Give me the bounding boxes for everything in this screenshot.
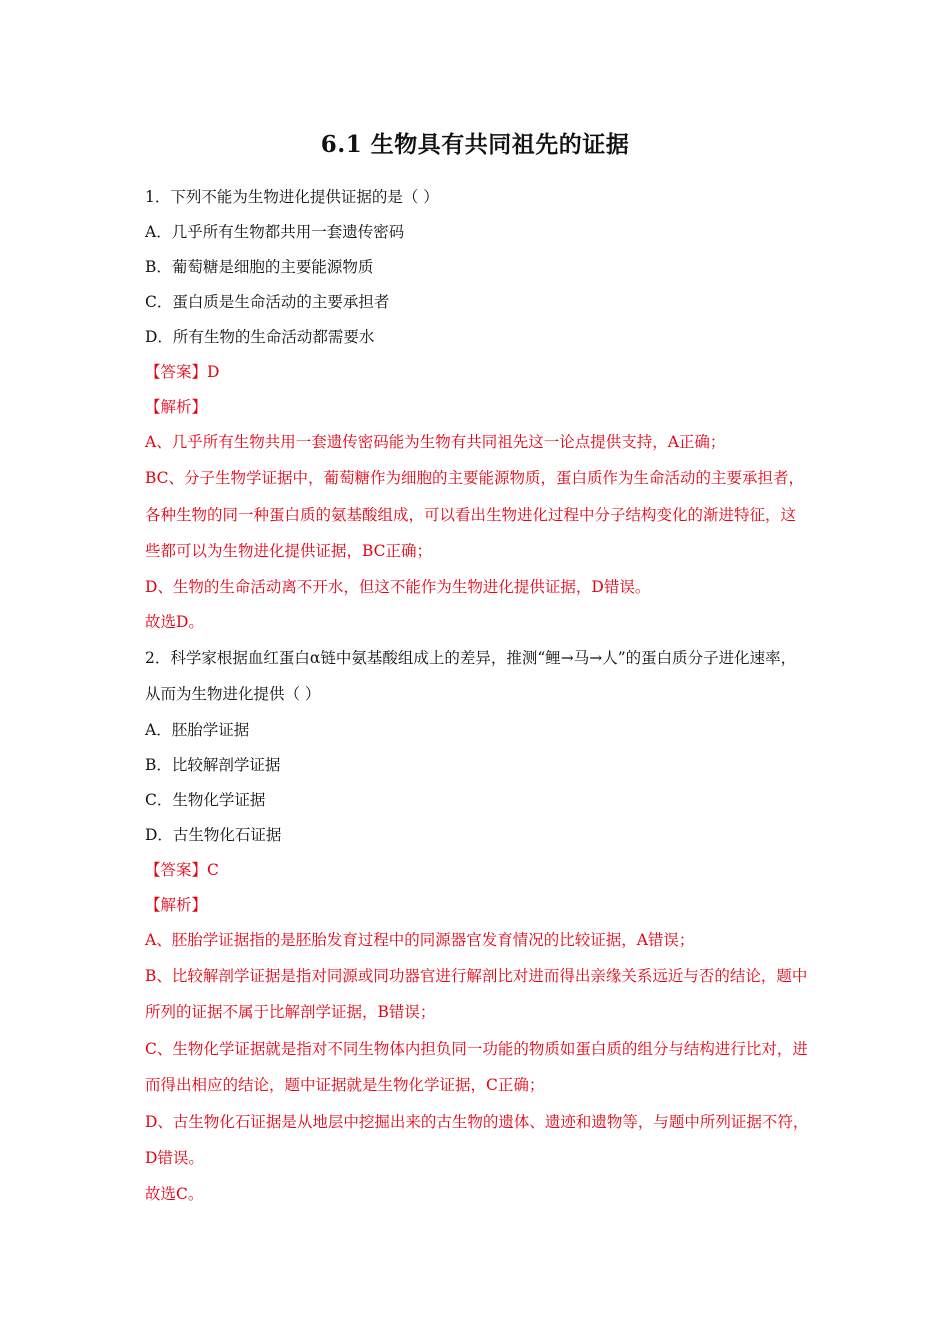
question-1-answer (145, 355, 810, 390)
question-2-answer (145, 853, 810, 888)
question-1-option-c: C．蛋白质是生命活动的主要承担者 (145, 293, 390, 311)
answer-value: D (207, 363, 220, 381)
answer-label: 【答案】 (145, 363, 208, 381)
question-1-option-b: B．葡萄糖是细胞的主要能源物质 (145, 258, 374, 276)
question-1-analysis-bc: BC、分子生物学证据中，葡萄糖作为细胞的主要能源物质，蛋白质作为生命活动的主要承担者，各种生物的同一种蛋白质的氨基酸组成，可以看出生物进化过程中分子结构变化的渐进特征，这些都可以为生物进化提供证据，BC正确； (145, 469, 805, 560)
answer-value: C (207, 860, 219, 879)
question-1-stem: 1．下列不能为生物进化提供证据的是（ ） (145, 188, 439, 206)
question-1-option-d: D．所有生物的生命活动都需要水 (145, 328, 375, 346)
question-2-option-b: B．比较解剖学证据 (145, 755, 281, 774)
question-1-conclusion: 故选D。 (145, 612, 204, 631)
document-content (145, 180, 810, 1212)
question-2-conclusion: 故选C。 (145, 1184, 204, 1203)
question-2-option-d: D．古生物化石证据 (145, 825, 282, 844)
question-2-analysis-b: B、比较解剖学证据是指对同源或同功器官进行解剖比对进而得出亲缘关系远近与否的结论，题中所列的证据不属于比解剖学证据，B错误； (145, 966, 808, 1021)
question-2-option-c: C．生物化学证据 (145, 790, 266, 809)
page-title: 6.1 生物具有共同祖先的证据 (320, 131, 630, 158)
question-2-option-a: A．胚胎学证据 (145, 720, 250, 739)
question-1-analysis-d: D、生物的生命活动离不开水，但这不能作为生物进化提供证据，D错误。 (145, 577, 651, 596)
question-2-stem: 2．科学家根据血红蛋白α链中氨基酸组成上的差异，推测“鲤→马→人”的蛋白质分子进化速率，从而为生物进化提供（ ） (145, 648, 797, 703)
question-1-analysis-label: 【解析】 (145, 398, 208, 416)
question-1-option-a: A．几乎所有生物都共用一套遗传密码 (145, 223, 405, 241)
answer-label: 【答案】 (145, 860, 208, 879)
question-1-analysis-a: A、几乎所有生物共用一套遗传密码能为生物有共同祖先这一论点提供支持，A正确； (145, 433, 726, 451)
question-2-analysis-a: A、胚胎学证据指的是胚胎发育过程中的同源器官发育情况的比较证据，A错误； (145, 930, 695, 949)
question-2-analysis-c: C、生物化学证据就是指对不同生物体内担负同一功能的物质如蛋白质的组分与结构进行比对，进而得出相应的结论，题中证据就是生物化学证据，C正确； (145, 1039, 808, 1094)
question-2-analysis-label: 【解析】 (145, 895, 208, 914)
question-2-analysis-d: D、古生物化石证据是从地层中挖掘出来的古生物的遗体、遗迹和遗物等，与题中所列证据不符，D错误。 (145, 1112, 809, 1167)
